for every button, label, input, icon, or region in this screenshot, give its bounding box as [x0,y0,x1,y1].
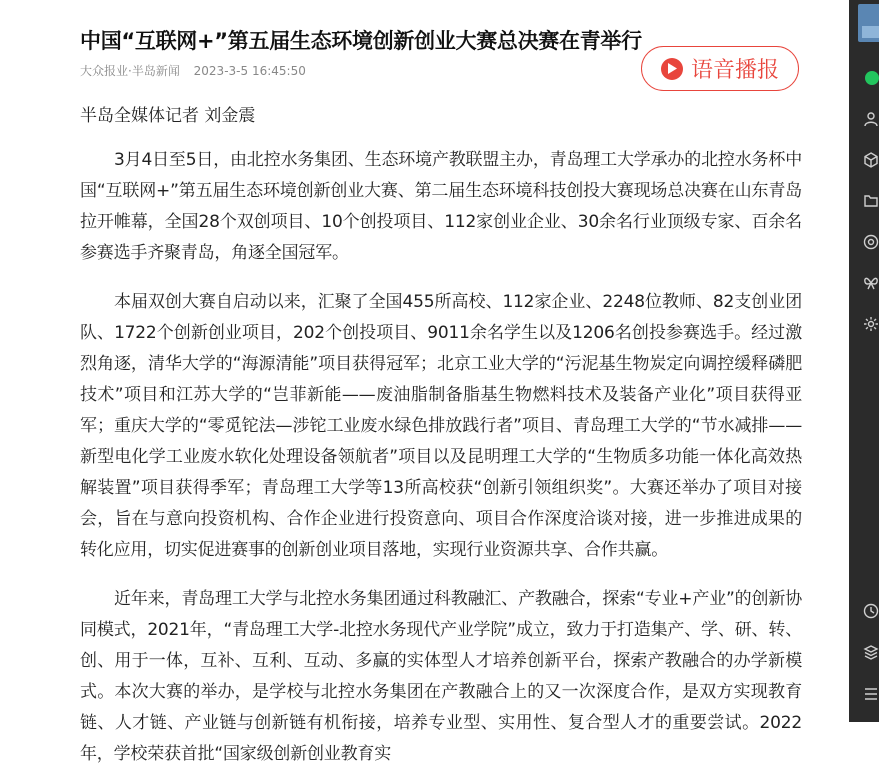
avatar[interactable] [858,4,879,42]
article-source: 大众报业·半岛新闻 [80,64,180,78]
right-sidebar [849,0,879,722]
article-author: 半岛全媒体记者 刘金震 [80,106,256,126]
article [80,26,802,770]
camera-icon[interactable] [863,234,879,250]
article-paragraph: 本届双创大赛自启动以来，汇聚了全国455所高校、112家企业、2248位教师、82支创业团队、1722个创新创业项目，202个创投项目、9011余名学生以及1206名创投参赛选手。经过激烈角逐，清华大学的“海源清能”项目获得冠军；北京工业大学的“污泥基生物炭定向调控缓释磷肥技术”项目和江苏大学的“岂菲新能——废油脂制备脂基生物燃料技术及装备产业化”项目获得亚军；重庆大学的“零觅铊法—涉铊工业废水绿色排放践行者”项目、青岛理工大学的“节水减排——新型电化学工业废水软化处理设备领航者”项目以及昆明理工大学的“生物质多功能一体化高效热解装置”项目获得季军；青岛理工大学等13所高校获“创新引领组织奖”。大赛还举办了项目对接会，旨在与意向投资机构、合作企业进行投资意向、项目合作深度洽谈对接，进一步推进成果的转化应用，切实促进赛事的创新创业项目落地，实现行业资源共享、合作共赢。 [80,292,802,560]
butterfly-icon[interactable] [863,275,879,291]
article-title: 中国“互联网+”第五届生态环境创新创业大赛总决赛在青举行 [80,29,642,53]
article-paragraph: 近年来，青岛理工大学与北控水务集团通过科教融汇、产教融合，探索“专业+产业”的创新协同模式，2021年，“青岛理工大学-北控水务现代产业学院”成立，致力于打造集产、学、研、转、创、用于一体，互补、互利、互动、多赢的实体型人才培养创新平台，探索产教融合的办学新模式。本次大赛的举办，是学校与北控水务集团在产教融合上的又一次深度合作，是双方实现教育链、人才链、产业链与创新链有机衔接，培养专业型、实用性、复合型人才的重要尝试。2022年，学校荣获首批“国家级创新创业教育实 [80,589,802,764]
article-paragraph: 3月4日至5日，由北控水务集团、生态环境产教联盟主办，青岛理工大学承办的北控水务杯中国“互联网+”第五届生态环境创新创业大赛、第二届生态环境科技创投大赛现场总决赛在山东青岛拉开帷幕，全国28个双创项目、10个创投项目、112家创业企业、30余名行业顶级专家、百余名参赛选手齐聚青岛，角逐全国冠军。 [80,150,802,263]
cube-icon[interactable] [863,152,879,168]
layers-icon[interactable] [863,644,879,660]
gear-icon[interactable] [863,316,879,332]
folder-icon[interactable] [863,193,879,209]
chat-icon[interactable] [863,70,879,86]
clock-icon[interactable] [863,603,879,619]
article-date: 2023-3-5 16:45:50 [193,64,306,78]
tts-button[interactable] [641,46,799,91]
menu-icon[interactable] [863,686,879,702]
user-icon[interactable] [863,111,879,127]
play-icon [661,58,683,80]
tts-button-label: 语音播报 [690,58,779,83]
